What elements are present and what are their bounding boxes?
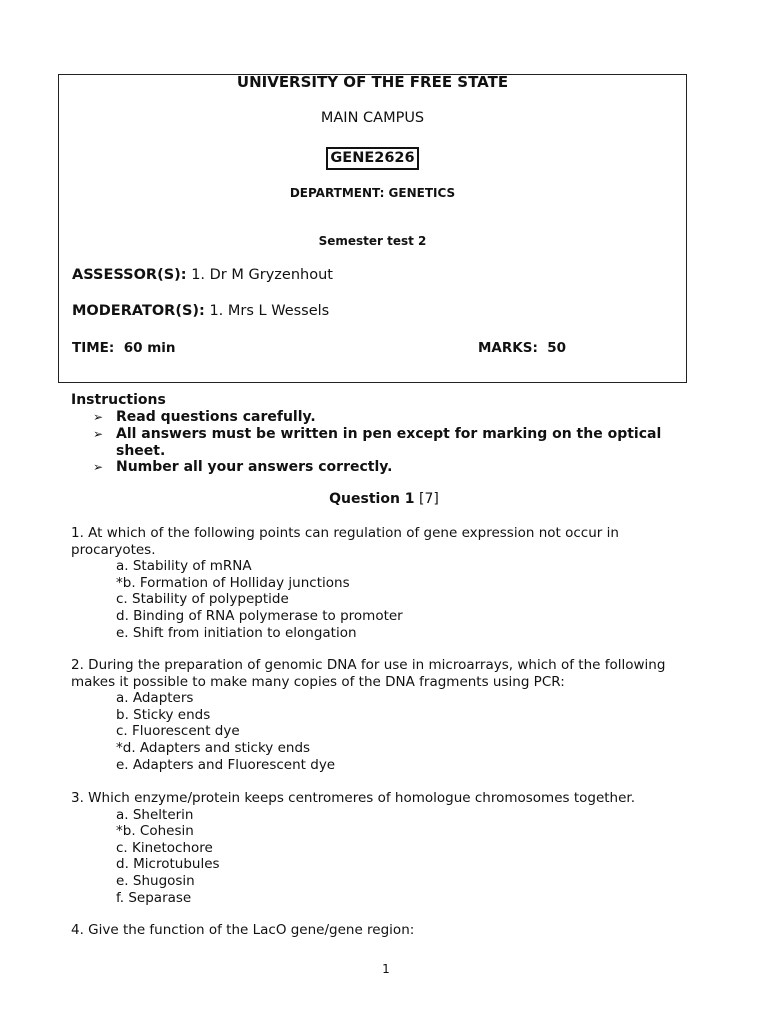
instruction-item bbox=[93, 409, 673, 426]
instruction-item bbox=[93, 426, 673, 459]
answer-option: c. Stability of polypeptide bbox=[116, 591, 289, 608]
answer-option: *d. Adapters and sticky ends bbox=[116, 739, 311, 756]
header-box bbox=[58, 74, 687, 383]
question-heading-marks: [7] bbox=[419, 491, 439, 507]
question-3 bbox=[71, 790, 691, 906]
question-2 bbox=[71, 657, 691, 773]
instruction-text: Read questions carefully. bbox=[116, 409, 316, 425]
moderator-value: 1. Mrs L Wessels bbox=[209, 303, 330, 319]
answer-option: a. Adapters bbox=[116, 690, 194, 707]
campus-name: MAIN CAMPUS bbox=[320, 110, 425, 126]
question-heading-label: Question 1 bbox=[329, 491, 415, 507]
question-text: 3. Which enzyme/protein keeps centromeres of homologue chromosomes together. bbox=[71, 790, 636, 806]
university-name: UNIVERSITY OF THE FREE STATE bbox=[236, 73, 509, 91]
department: DEPARTMENT: GENETICS bbox=[289, 186, 456, 200]
marks-value: 50 bbox=[547, 340, 567, 356]
answer-option: f. Separase bbox=[116, 889, 192, 906]
question-heading bbox=[0, 491, 768, 507]
course-code-wrapper bbox=[59, 147, 686, 170]
answer-option: d. Binding of RNA polymerase to promoter bbox=[116, 607, 403, 624]
page-number: 1 bbox=[382, 962, 390, 976]
answer-option: a. Stability of mRNA bbox=[116, 558, 252, 575]
question-1 bbox=[71, 525, 691, 641]
assessor-value: 1. Dr M Gryzenhout bbox=[191, 267, 333, 283]
answer-option: e. Adapters and Fluorescent dye bbox=[116, 756, 336, 773]
assessor-label: ASSESSOR(S): bbox=[72, 267, 187, 283]
question-text: 4. Give the function of the LacO gene/gene region: bbox=[71, 922, 415, 938]
marks-label: MARKS: bbox=[478, 340, 538, 356]
answer-option: c. Kinetochore bbox=[116, 839, 213, 856]
answer-option: e. Shugosin bbox=[116, 872, 195, 889]
answer-option: e. Shift from initiation to elongation bbox=[116, 624, 357, 641]
instruction-item bbox=[93, 459, 673, 476]
answer-option: d. Microtubules bbox=[116, 856, 220, 873]
time-value: 60 min bbox=[123, 340, 176, 356]
moderator-label: MODERATOR(S): bbox=[72, 303, 205, 319]
answer-option: c. Fluorescent dye bbox=[116, 723, 240, 740]
time-row bbox=[72, 340, 176, 356]
instructions-title: Instructions bbox=[71, 392, 166, 408]
instruction-text: All answers must be written in pen except for marking on the optical sheet. bbox=[116, 426, 662, 459]
marks-row bbox=[478, 340, 566, 356]
test-name: Semester test 2 bbox=[318, 234, 427, 248]
arrow-bullet-icon: ➢ bbox=[93, 460, 104, 474]
assessor-row bbox=[72, 267, 333, 283]
answer-option: b. Sticky ends bbox=[116, 706, 211, 723]
course-code: GENE2626 bbox=[326, 147, 418, 170]
moderator-row bbox=[72, 303, 329, 319]
answer-option: a. Shelterin bbox=[116, 806, 194, 823]
arrow-bullet-icon: ➢ bbox=[93, 427, 104, 441]
instruction-text: Number all your answers correctly. bbox=[116, 459, 393, 475]
question-text: 2. During the preparation of genomic DNA for use in microarrays, which of the following makes it possible to make many copies of the DNA fragments using PCR: bbox=[71, 657, 666, 690]
time-label: TIME: bbox=[72, 340, 115, 356]
answer-option: *b. Formation of Holliday junctions bbox=[116, 574, 350, 591]
arrow-bullet-icon: ➢ bbox=[93, 410, 104, 424]
question-text: 1. At which of the following points can regulation of gene expression not occur in procaryotes. bbox=[71, 525, 619, 558]
question-4 bbox=[71, 922, 691, 939]
answer-option: *b. Cohesin bbox=[116, 823, 194, 840]
